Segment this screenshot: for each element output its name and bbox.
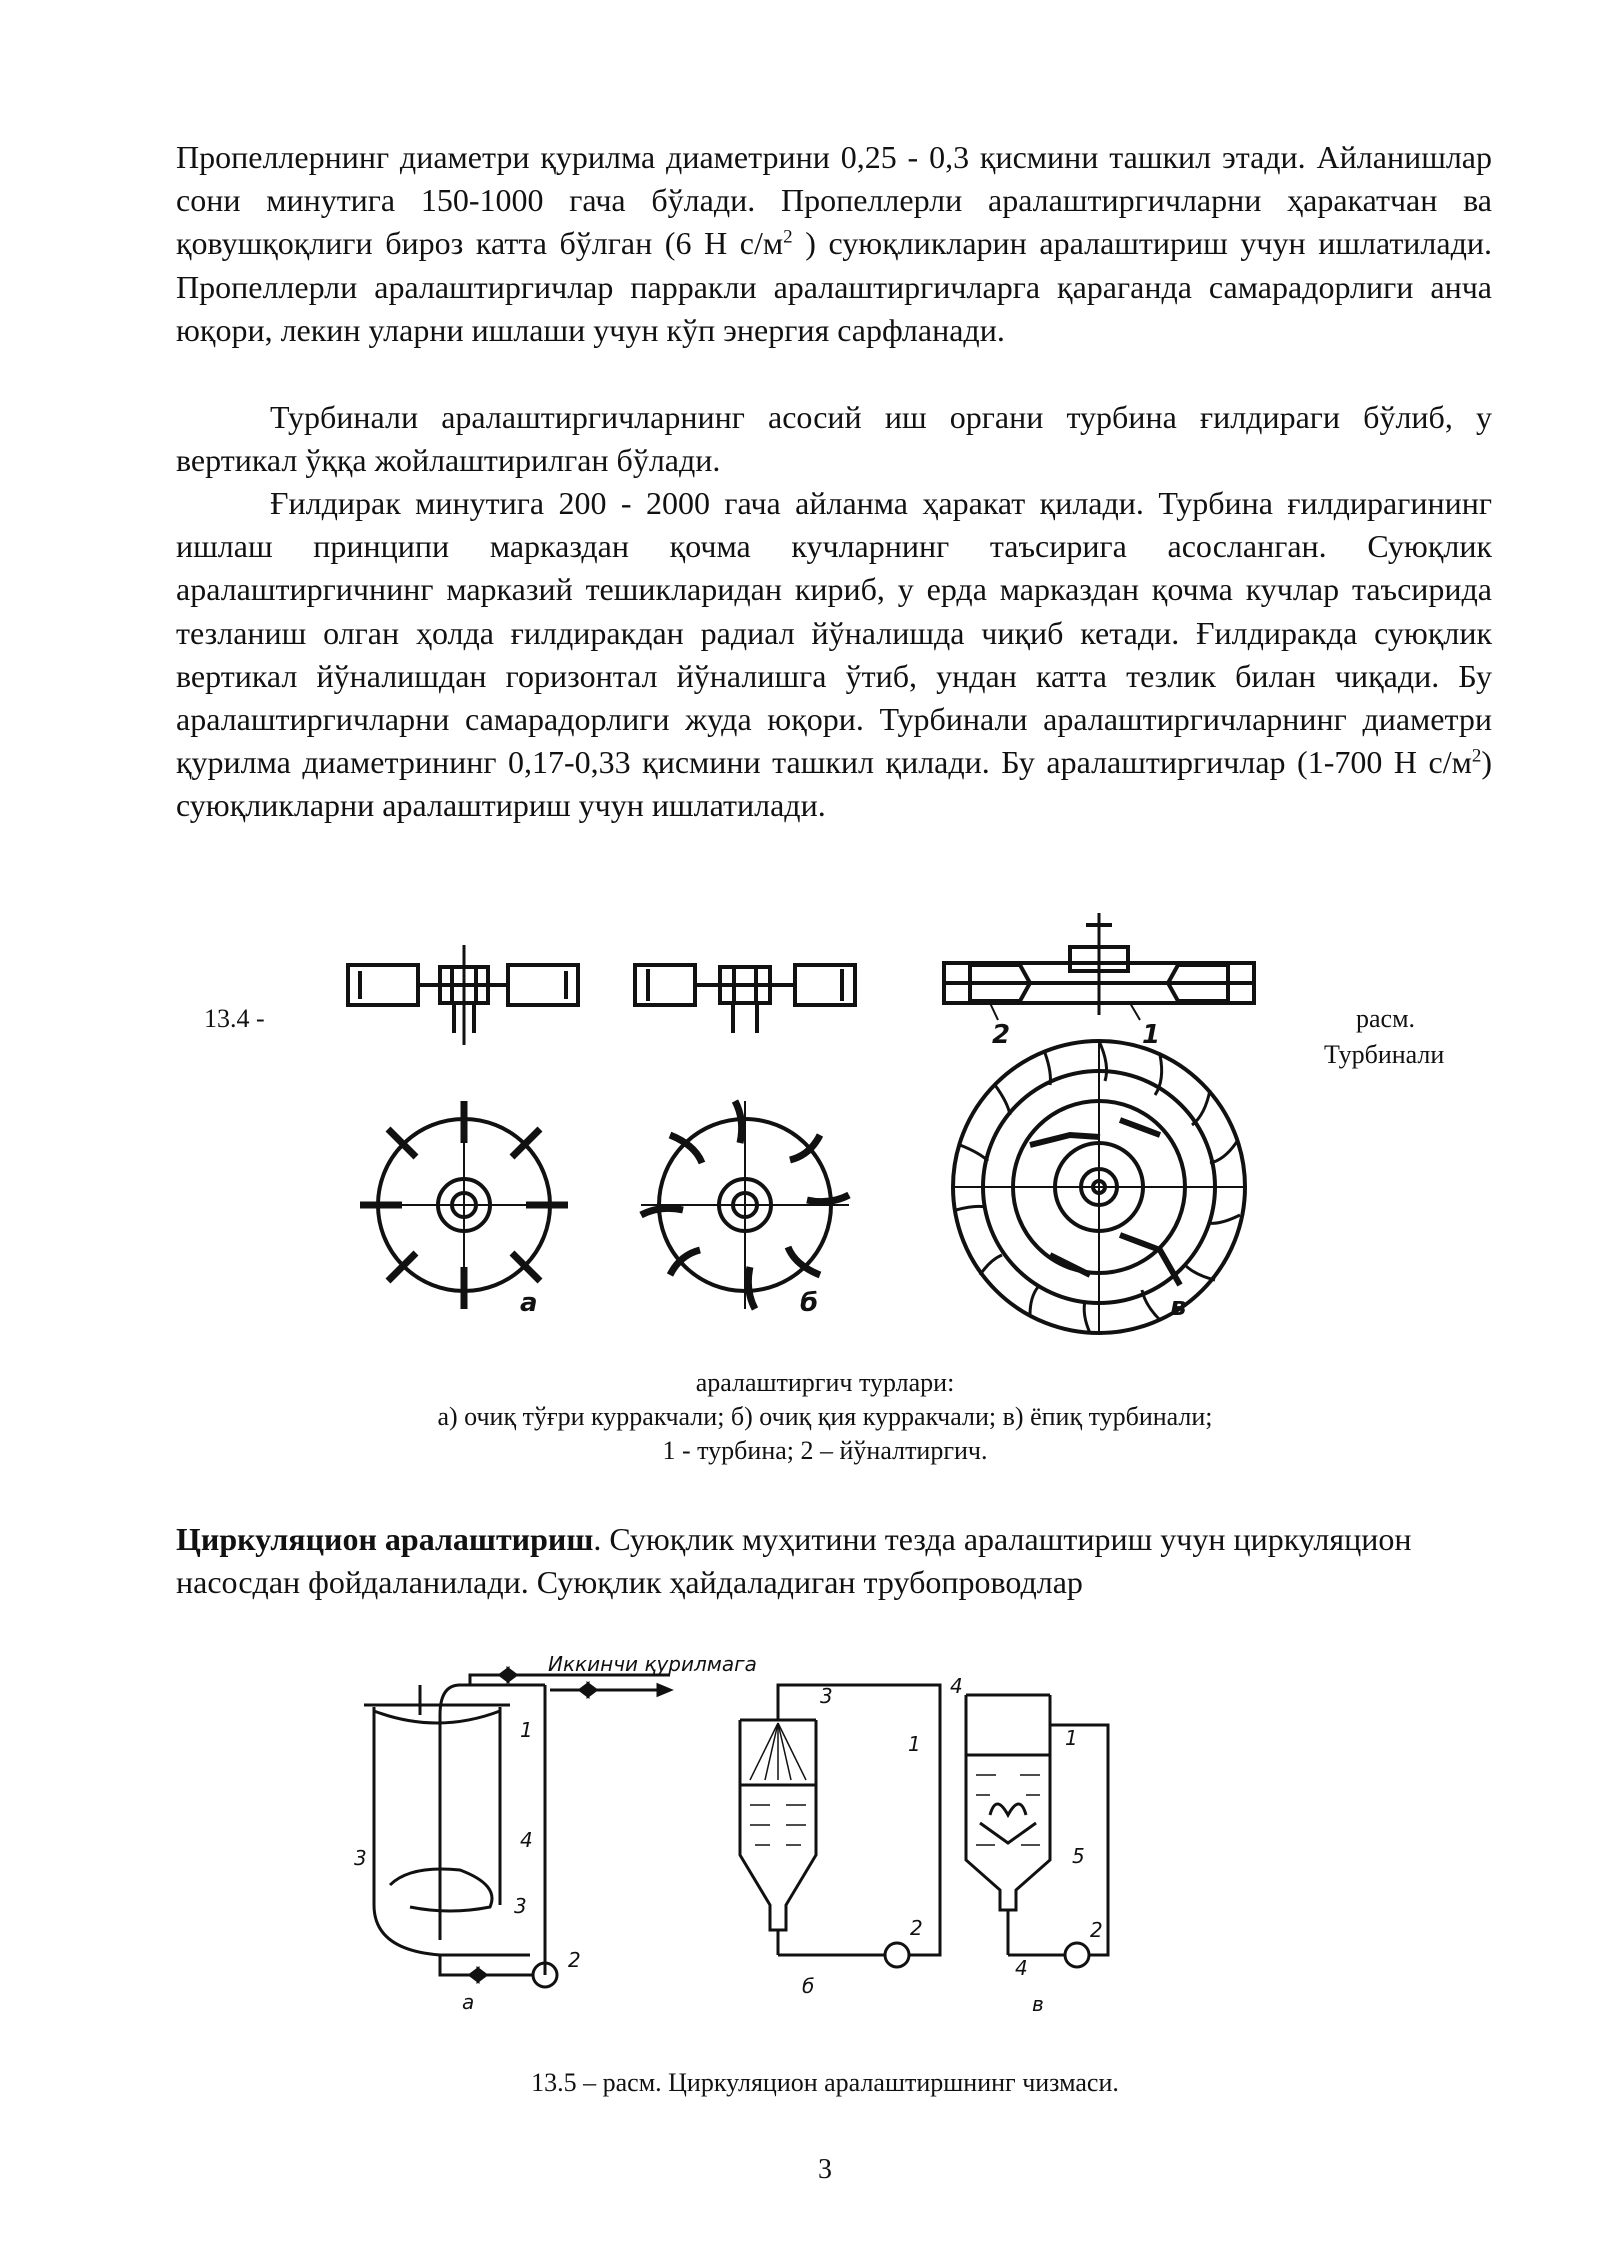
figure1-word-rasm: расм. (1356, 1004, 1416, 1033)
figure1-label-2: 2 (992, 1020, 1011, 1050)
figure2-label-1c: 1 (1065, 1726, 1078, 1750)
figure1-turbine-drawing (330, 905, 1280, 1345)
figure1-label-v: в (1170, 1292, 1187, 1322)
figure2-label-v: в (1032, 1992, 1044, 2016)
paragraph-turbine-wheel (176, 482, 1492, 828)
figure2-label-4c: 4 (1015, 1956, 1028, 1980)
figure2-label-4b: 4 (950, 1674, 963, 1698)
figure2-label-2a: 2 (568, 1948, 581, 1972)
figure2-label-a: а (462, 1990, 475, 2014)
section-heading: Циркуляцион аралаштириш (176, 1521, 594, 1557)
figure2-arrow-text: Иккинчи қурилмага (548, 1652, 757, 1676)
paragraph-turbine-intro (176, 396, 1492, 482)
figure2-label-4a: 4 (520, 1828, 533, 1852)
figure2-label-2b: 2 (910, 1916, 923, 1940)
paragraph-propeller (176, 136, 1492, 352)
figure2-label-3c: 3 (820, 1684, 833, 1708)
paragraph-circulation (176, 1518, 1492, 1604)
figure1-label-a: а (520, 1288, 538, 1318)
figure2-label-b: б (802, 1974, 815, 1998)
paragraph-text: . Суюқлик муҳитини тезда аралаштириш учун циркуляцион насосдан фойдаланилади. Суюқлик ҳайдаладиган трубопроводлар (176, 1521, 1412, 1601)
paragraph-text: Ғилдирак минутига 200 - 2000 гача айланма ҳаракат қилади. Турбина ғилдирагининг ишлаш принципи марказдан қочма кучларнинг таъсирига асосланган. Суюқлик аралаштиргичнинг марказий тешикларидан кириб, у ерда марказдан қочма кучлар таъсирида тезланиш олган ҳолда ғилдиракдан радиал йўналишда чиқиб кетади. Ғилдиракда суюқлик вертикал йўналишдан горизонтал йўналишга ўтиб, ундан катта тезлик билан чиқади. Бу аралаштиргичларни самарадорлиги жуда юқори. Турбинали аралаштиргичларнинг диаметри қурилма диаметрининг 0,17-0,33 қисмини ташкил қилади. Бу аралаштиргичлар (1-700 Н с/м (176, 485, 1492, 781)
superscript: 2 (783, 226, 793, 248)
paragraph-text: Пропеллернинг диаметри қурилма диаметрини 0,25 - 0,3 қисмини ташкил этади. Айланишлар сони минутига 150-1000 гача бўлади. Пропеллерли аралаштиргичларни ҳаракатчан ва қовушқоқлиги бироз катта бўлган (6 Н с/м (176, 139, 1492, 262)
figure1-label-b: б (800, 1288, 819, 1318)
figure1-caption-line1: аралаштиргич турлари: (695, 1368, 955, 1397)
paragraph-text: Турбинали аралаштиргичларнинг асосий иш органи турбина ғилдираги бўлиб, у вертикал ўққа жойлаштирилган бўлади. (176, 399, 1492, 479)
figure1-word-turbinali: Турбинали (1324, 1040, 1445, 1069)
figure2-label-5: 5 (1072, 1844, 1085, 1868)
figure2-label-3a: 3 (354, 1846, 367, 1870)
figure1-label-1: 1 (1142, 1020, 1161, 1050)
figure2-label-1a: 1 (520, 1718, 533, 1742)
paragraph-text: ) суюқликларни аралаштириш учун ишлатилади. (176, 744, 1492, 824)
figure2-label-3b: 3 (514, 1894, 527, 1918)
figure2-label-1b: 1 (908, 1732, 921, 1756)
figure1-caption-line3: 1 - турбина; 2 – йўналтиргич. (662, 1436, 988, 1465)
superscript: 2 (1471, 745, 1482, 767)
figure1-caption-line2: а) очиқ тўғри курракчали; б) очиқ қия курракчали; в) ёпиқ турбинали; (437, 1402, 1213, 1431)
figure1-number: 13.4 - (204, 1004, 265, 1033)
figure2-caption: 13.5 – расм. Циркуляцион аралаштиршнинг чизмаси. (531, 2068, 1119, 2097)
figure2-circulation-drawing (350, 1645, 1130, 2025)
paragraph-text: ) суюқликларин аралаштириш учун ишлатилади. Пропеллерли аралаштиргичлар парракли аралаштиргичларга қараганда самарадорлиги анча юқори, лекин уларни ишлаши учун кўп энергия сарфланади. (176, 225, 1493, 348)
page-number: 3 (818, 2154, 832, 2185)
figure2-label-2c: 2 (1090, 1918, 1103, 1942)
